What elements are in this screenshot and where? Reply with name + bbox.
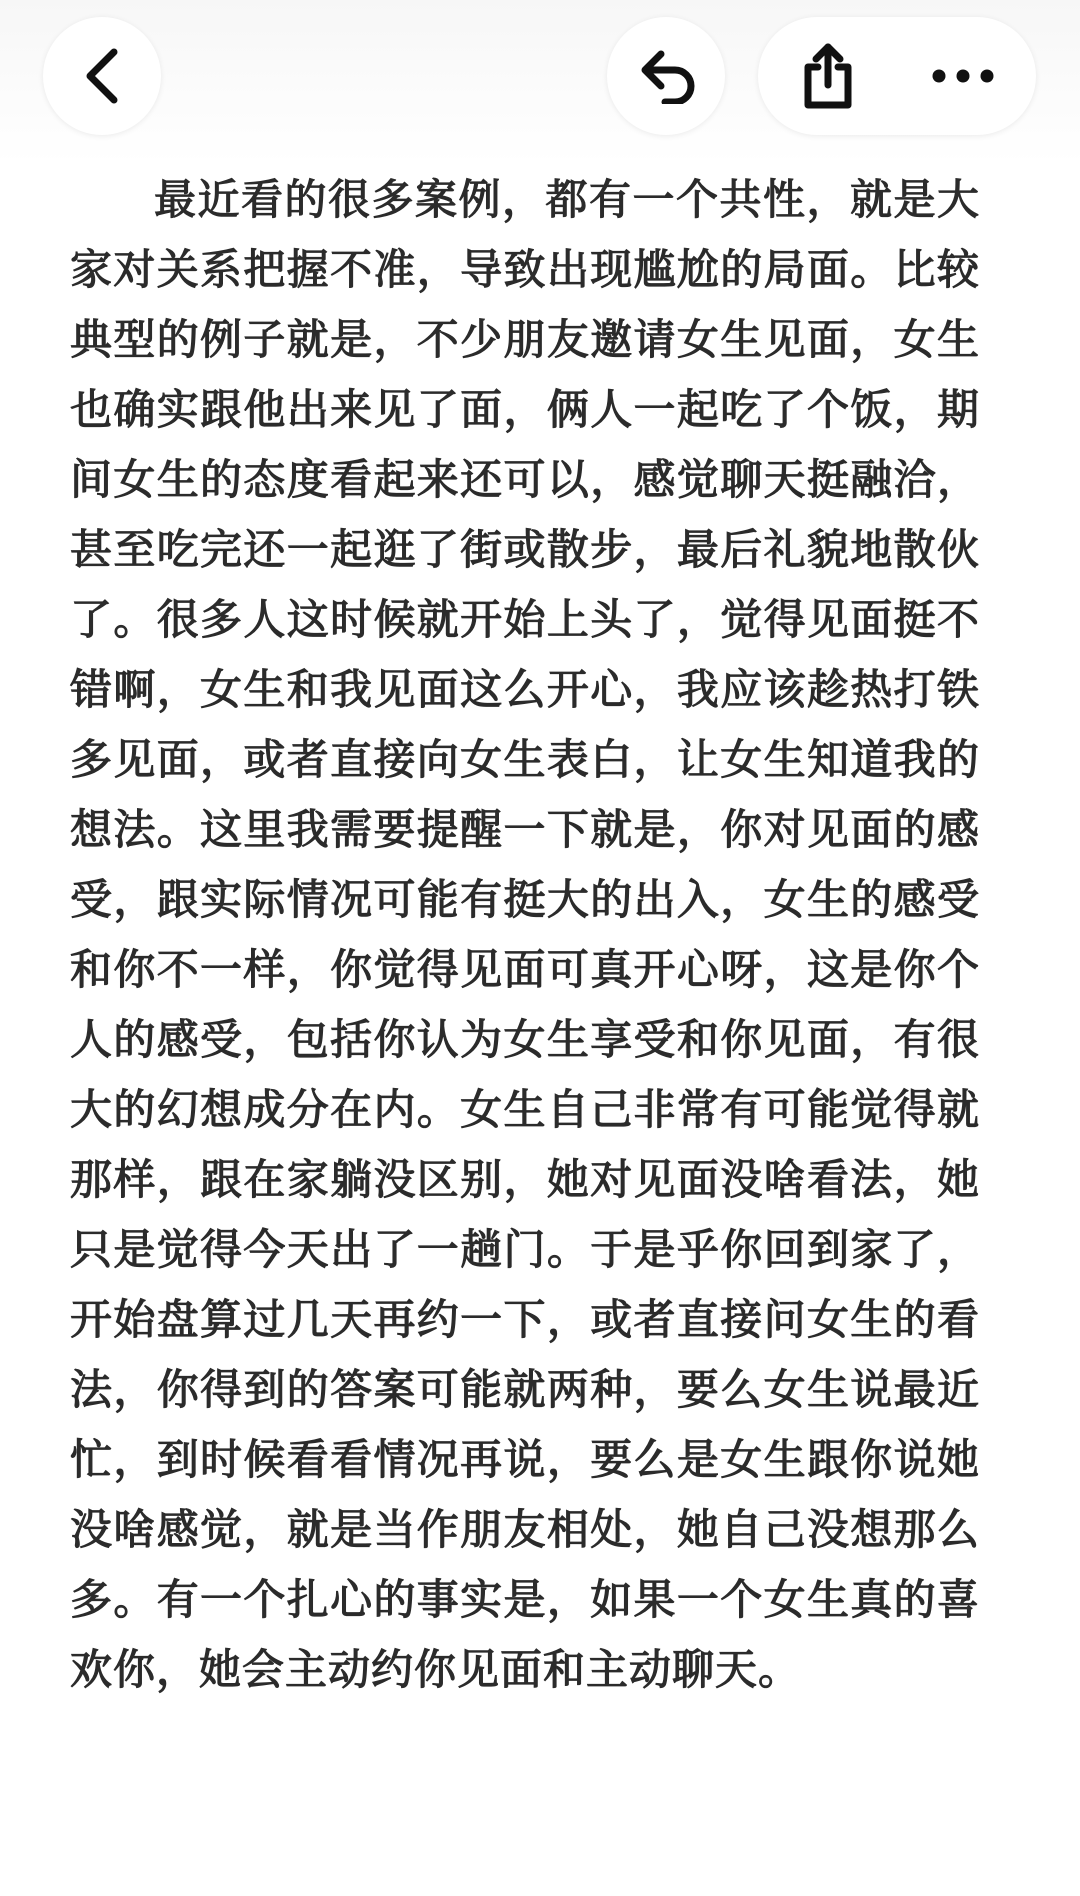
undo-arrow-icon [635,48,697,104]
chevron-left-icon [82,48,122,104]
back-button[interactable] [43,17,161,135]
action-pill [758,17,1036,135]
share-upload-icon [800,41,856,111]
more-horizontal-icon [931,68,995,84]
article-body [70,165,980,1705]
top-toolbar [0,0,1080,165]
undo-button[interactable] [607,17,725,135]
share-button[interactable] [778,17,878,135]
more-button[interactable] [908,17,1018,135]
article-paragraph: 最近看的很多案例，都有一个共性，就是大家对关系把握不准，导致出现尴尬的局面。比较典型的例子就是，不少朋友邀请女生见面，女生也确实跟他出来见了面，俩人一起吃了个饭，期间女生的态度看起来还可以，感觉聊天挺融洽，甚至吃完还一起逛了街或散步，最后礼貌地散伙了。很多人这时候就开始上头了，觉得见面挺不错啊，女生和我见面这么开心，我应该趁热打铁多见面，或者直接向女生表白，让女生知道我的想法。这里我需要提醒一下就是，你对见面的感受，跟实际情况可能有挺大的出入，女生的感受和你不一样，你觉得见面可真开心呀，这是你个人的感受，包括你认为女生享受和你见面，有很大的幻想成分在内。女生自己非常有可能觉得就那样，跟在家躺没区别，她对见面没啥看法，她只是觉得今天出了一趟门。于是乎你回到家了，开始盘算过几天再约一下，或者直接问女生的看法，你得到的答案可能就两种，要么女生说最近忙，到时候看看情况再说，要么是女生跟你说她没啥感觉，就是当作朋友相处，她自己没想那么多。有一个扎心的事实是，如果一个女生真的喜欢你，她会主动约你见面和主动聊天。 [70,175,980,1694]
